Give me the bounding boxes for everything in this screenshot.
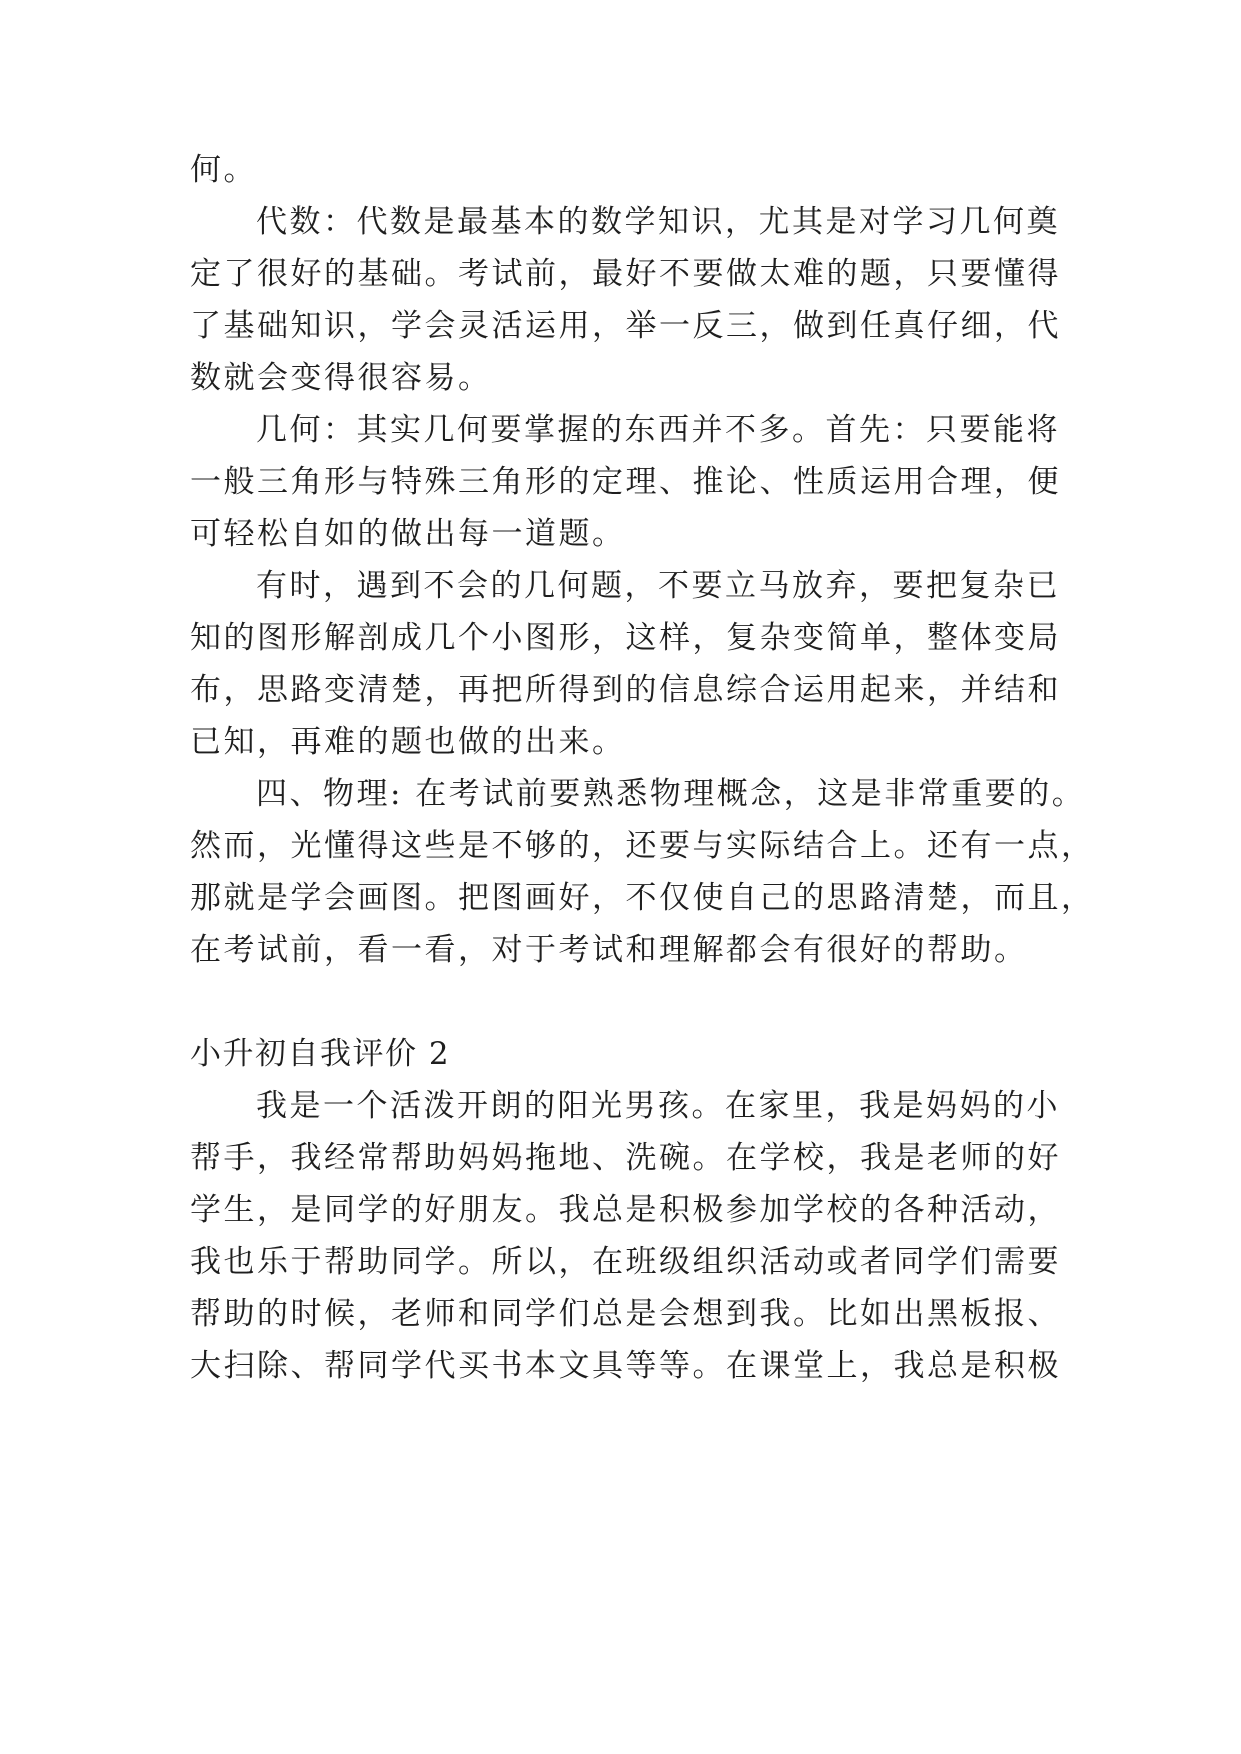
paragraph-line: 在考试前，看一看，对于考试和理解都会有很好的帮助。 [190, 932, 1028, 968]
paragraph-line: 数就会变得很容易。 [190, 360, 492, 396]
section-heading: 小升初自我评价 2 [190, 1036, 451, 1072]
paragraph-line: 知的图形解剖成几个小图形，这样，复杂变简单，整体变局 [190, 620, 1061, 656]
paragraph-line: 几何：其实几何要掌握的东西并不多。首先：只要能将 [256, 412, 1060, 448]
paragraph-line: 了基础知识，学会灵活运用，举一反三，做到任真仔细，代 [190, 308, 1061, 344]
paragraph-line: 那就是学会画图。把图画好，不仅使自己的思路清楚，而且， [190, 880, 1095, 916]
paragraph-line: 定了很好的基础。考试前，最好不要做太难的题，只要懂得 [190, 256, 1061, 292]
paragraph-line: 代数：代数是最基本的数学知识，尤其是对学习几何奠 [256, 204, 1060, 240]
paragraph-line: 一般三角形与特殊三角形的定理、推论、性质运用合理，便 [190, 464, 1061, 500]
paragraph-line: 有时，遇到不会的几何题，不要立马放弃，要把复杂已 [256, 568, 1060, 604]
paragraph-line: 学生，是同学的好朋友。我总是积极参加学校的各种活动， [190, 1192, 1061, 1228]
paragraph-line: 帮助的时候，老师和同学们总是会想到我。比如出黑板报、 [190, 1296, 1061, 1332]
paragraph-line: 四、物理: 在考试前要熟悉物理概念，这是非常重要的。 [256, 776, 1086, 812]
paragraph-line: 可轻松自如的做出每一道题。 [190, 516, 626, 552]
paragraph-line: 布，思路变清楚，再把所得到的信息综合运用起来，并结和 [190, 672, 1061, 708]
paragraph-line: 我也乐于帮助同学。所以，在班级组织活动或者同学们需要 [190, 1244, 1061, 1280]
paragraph-line: 帮手，我经常帮助妈妈拖地、洗碗。在学校，我是老师的好 [190, 1140, 1061, 1176]
paragraph-line: 已知，再难的题也做的出来。 [190, 724, 626, 760]
paragraph-line: 何。 [190, 152, 257, 188]
paragraph-line: 然而，光懂得这些是不够的，还要与实际结合上。还有一点， [190, 828, 1095, 864]
paragraph-line: 我是一个活泼开朗的阳光男孩。在家里，我是妈妈的小 [256, 1088, 1060, 1124]
paragraph-line: 大扫除、帮同学代买书本文具等等。在课堂上，我总是积极 [190, 1348, 1061, 1384]
